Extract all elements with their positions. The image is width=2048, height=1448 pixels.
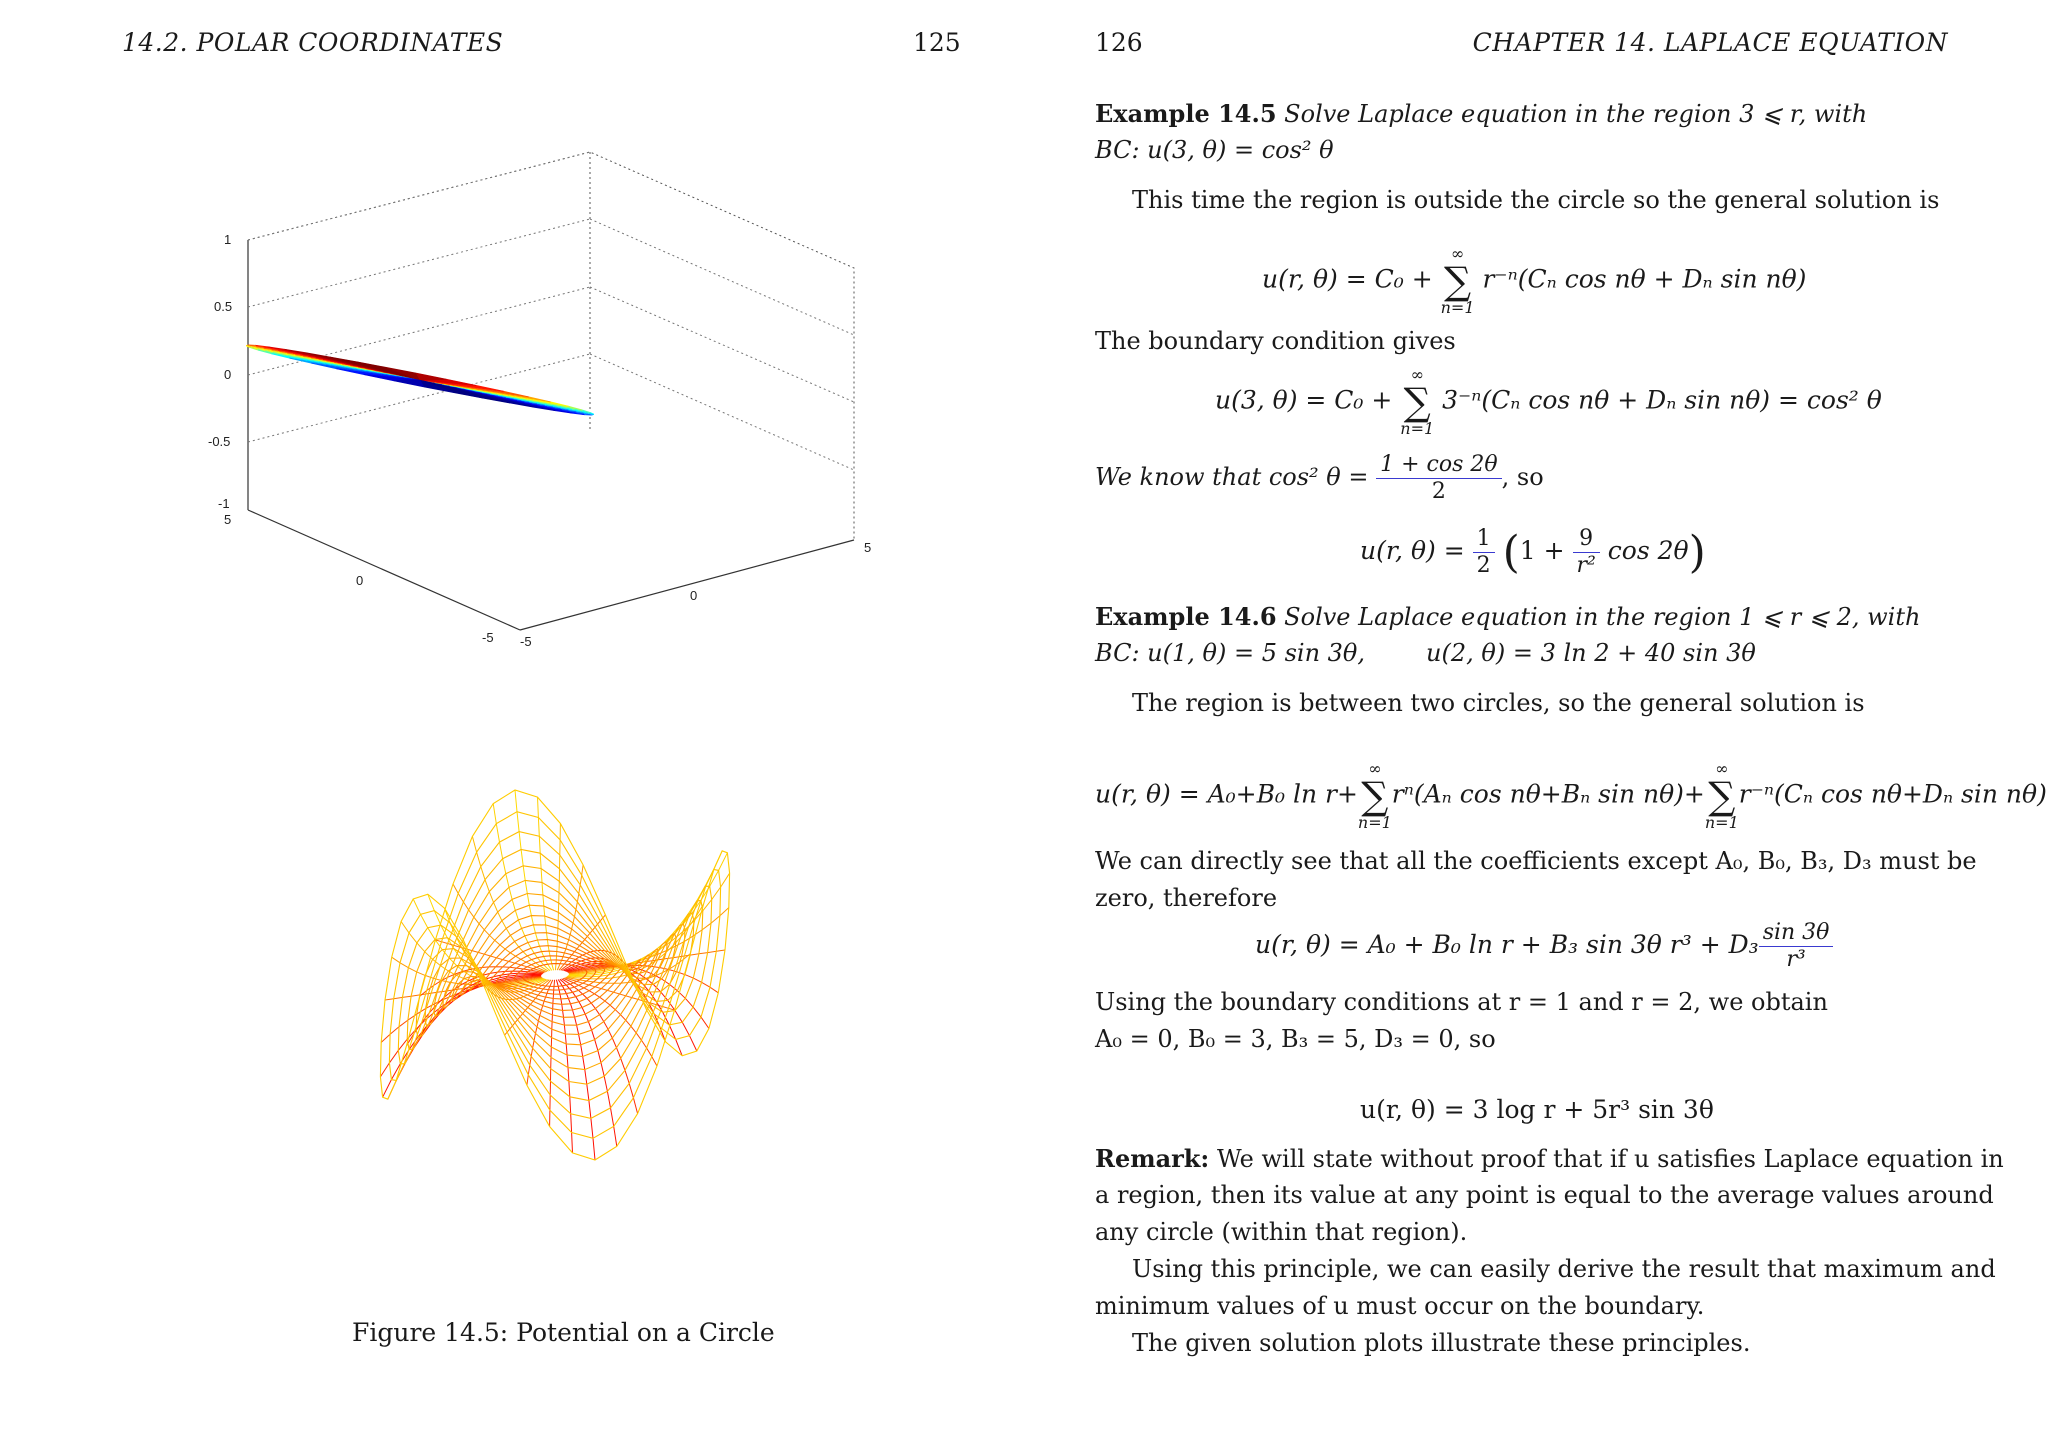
y-tick: 5 bbox=[864, 540, 872, 555]
mesh-line bbox=[467, 389, 468, 390]
remark: a region, then its value at any point is equal to the average values around bbox=[1095, 1181, 1994, 1209]
y-tick: 0 bbox=[690, 588, 698, 603]
x-tick: 0 bbox=[356, 573, 364, 588]
example-label: Example 14.6 bbox=[1095, 602, 1277, 631]
mesh-line bbox=[341, 364, 343, 365]
mesh-line bbox=[490, 393, 491, 394]
mesh-surface-saddle bbox=[380, 790, 729, 1160]
equation-solution-14-5: u(r, θ) = $\frac{1}{2}$ (1 + $\frac{9}{\text{r²}}$ cos 2θ) bbox=[1360, 526, 1706, 578]
paragraph: The boundary condition gives bbox=[1095, 327, 1456, 355]
x-tick: 5 bbox=[224, 512, 232, 527]
paragraph: A₀ = 0, B₀ = 3, B₃ = 5, D₃ = 0, so bbox=[1095, 1025, 1496, 1053]
remark-label: Remark: bbox=[1095, 1144, 1210, 1173]
z-tick: -0.5 bbox=[208, 434, 231, 449]
remark: any circle (within that region). bbox=[1095, 1218, 1468, 1246]
summation-symbol: ∞ ∑ n=1 bbox=[1357, 759, 1392, 832]
z-tick: 1 bbox=[224, 232, 232, 247]
axes-box bbox=[248, 152, 854, 540]
mesh-line bbox=[562, 979, 638, 1114]
equation-reduced-solution: u(r, θ) = A₀ + B₀ ln r + B₃ sin 3θ r³ + D₃ $\frac{\sin 3\theta}{\text{r³}}$ bbox=[1255, 920, 1833, 973]
running-header-left: 14.2. POLAR COORDINATES bbox=[122, 28, 504, 57]
mesh-line bbox=[365, 369, 366, 370]
mesh-line bbox=[558, 980, 595, 1161]
mesh-line bbox=[389, 812, 720, 1139]
mesh-line bbox=[380, 790, 729, 1160]
equation-boundary: u(3, θ) = C₀ + ∞ ∑ n=1 3⁻ⁿ(Cₙ cos nθ + Dₙ sin nθ) = cos² θ bbox=[1215, 365, 1882, 438]
example-14-5-heading bbox=[1095, 95, 1867, 133]
z-grid bbox=[248, 152, 854, 470]
mesh-line bbox=[357, 368, 358, 369]
mesh-line bbox=[373, 371, 374, 372]
page-number-right: 126 bbox=[1095, 28, 1143, 57]
summation-symbol: ∞ ∑ n=1 bbox=[1704, 759, 1739, 832]
fraction: $\frac{1 + \cos 2\theta}{2}$ bbox=[1376, 452, 1502, 505]
remark: Remark: We will state without proof that if u satisfies Laplace equation in bbox=[1095, 1144, 2004, 1173]
summation-symbol: ∞ ∑ n=1 bbox=[1440, 244, 1475, 317]
example-label: Example 14.5 bbox=[1095, 99, 1277, 128]
equation-general-solution-outside: u(r, θ) = C₀ + ∞ ∑ n=1 r⁻ⁿ(Cₙ cos nθ + Dₙ sin nθ) bbox=[1262, 244, 1807, 317]
mesh-line bbox=[474, 390, 475, 391]
mesh-line bbox=[550, 980, 555, 1127]
example-statement: Solve Laplace equation in the region 3 ⩽ r, with bbox=[1284, 100, 1868, 128]
paragraph: Using this principle, we can easily derive the result that maximum and bbox=[1132, 1255, 1996, 1283]
page-number-left: 125 bbox=[913, 28, 961, 57]
paragraph-identity: We know that cos² θ = $\frac{1 + \cos 2\theta}{2}$ , so bbox=[1095, 452, 1544, 504]
mesh-line bbox=[538, 797, 554, 970]
mesh-line bbox=[472, 836, 548, 971]
paragraph: minimum values of u must occur on the boundary. bbox=[1095, 1292, 1705, 1320]
summation-symbol: ∞ ∑ n=1 bbox=[1400, 365, 1435, 438]
boundary-condition: BC: u(1, θ) = 5 sin 3θ, u(2, θ) = 3 ln 2 + 40 sin 3θ bbox=[1095, 639, 1756, 667]
mesh-line bbox=[498, 395, 500, 396]
paragraph: The region is between two circles, so the general solution is bbox=[1132, 689, 1865, 717]
paragraph: zero, therefore bbox=[1095, 884, 1278, 912]
mesh-surface bbox=[246, 345, 594, 415]
mesh-line bbox=[434, 894, 676, 1057]
figure-caption: Figure 14.5: Potential on a Circle bbox=[352, 1318, 775, 1347]
example-14-6-heading bbox=[1095, 598, 1920, 636]
mesh-line bbox=[555, 824, 560, 971]
example-statement: Solve Laplace equation in the region 1 ⩽ r ⩽ 2, with bbox=[1284, 603, 1921, 631]
x-tick: -5 bbox=[482, 630, 494, 645]
equation-general-solution-annulus: u(r, θ) = A₀+B₀ ln r+ ∞ ∑ n=1 rⁿ(Aₙ cos nθ+Bₙ sin nθ)+ ∞ ∑ n=1 r⁻ⁿ(Cₙ cos nθ+Dₙ sin nθ) bbox=[1095, 759, 2047, 832]
mesh-line bbox=[425, 880, 685, 1069]
z-tick: 0 bbox=[224, 367, 232, 382]
paragraph: This time the region is outside the circle so the general solution is bbox=[1132, 186, 1940, 214]
mesh-line bbox=[515, 790, 552, 971]
paragraph: We can directly see that all the coefficients except A₀, B₀, B₃, D₃ must be bbox=[1095, 847, 1977, 875]
y-tick: -5 bbox=[520, 634, 532, 649]
paragraph: Using the boundary conditions at r = 1 and r = 2, we obtain bbox=[1095, 988, 1828, 1016]
paragraph: The given solution plots illustrate these principles. bbox=[1132, 1329, 1751, 1357]
figure-3d-surface-plot bbox=[190, 140, 890, 660]
z-tick: -1 bbox=[218, 496, 230, 511]
mesh-line bbox=[482, 392, 483, 393]
mesh-line bbox=[349, 366, 350, 367]
figure-3d-saddle-plot bbox=[320, 760, 790, 1190]
z-tick: 0.5 bbox=[214, 299, 233, 314]
equation-final-solution: u(r, θ) = 3 log r + 5r³ sin 3θ bbox=[1360, 1095, 1714, 1124]
mesh-line bbox=[556, 980, 572, 1153]
running-header-right: CHAPTER 14. LAPLACE EQUATION bbox=[1472, 28, 1948, 57]
axes-lines bbox=[248, 240, 854, 630]
boundary-condition: BC: u(3, θ) = cos² θ bbox=[1095, 136, 1334, 164]
